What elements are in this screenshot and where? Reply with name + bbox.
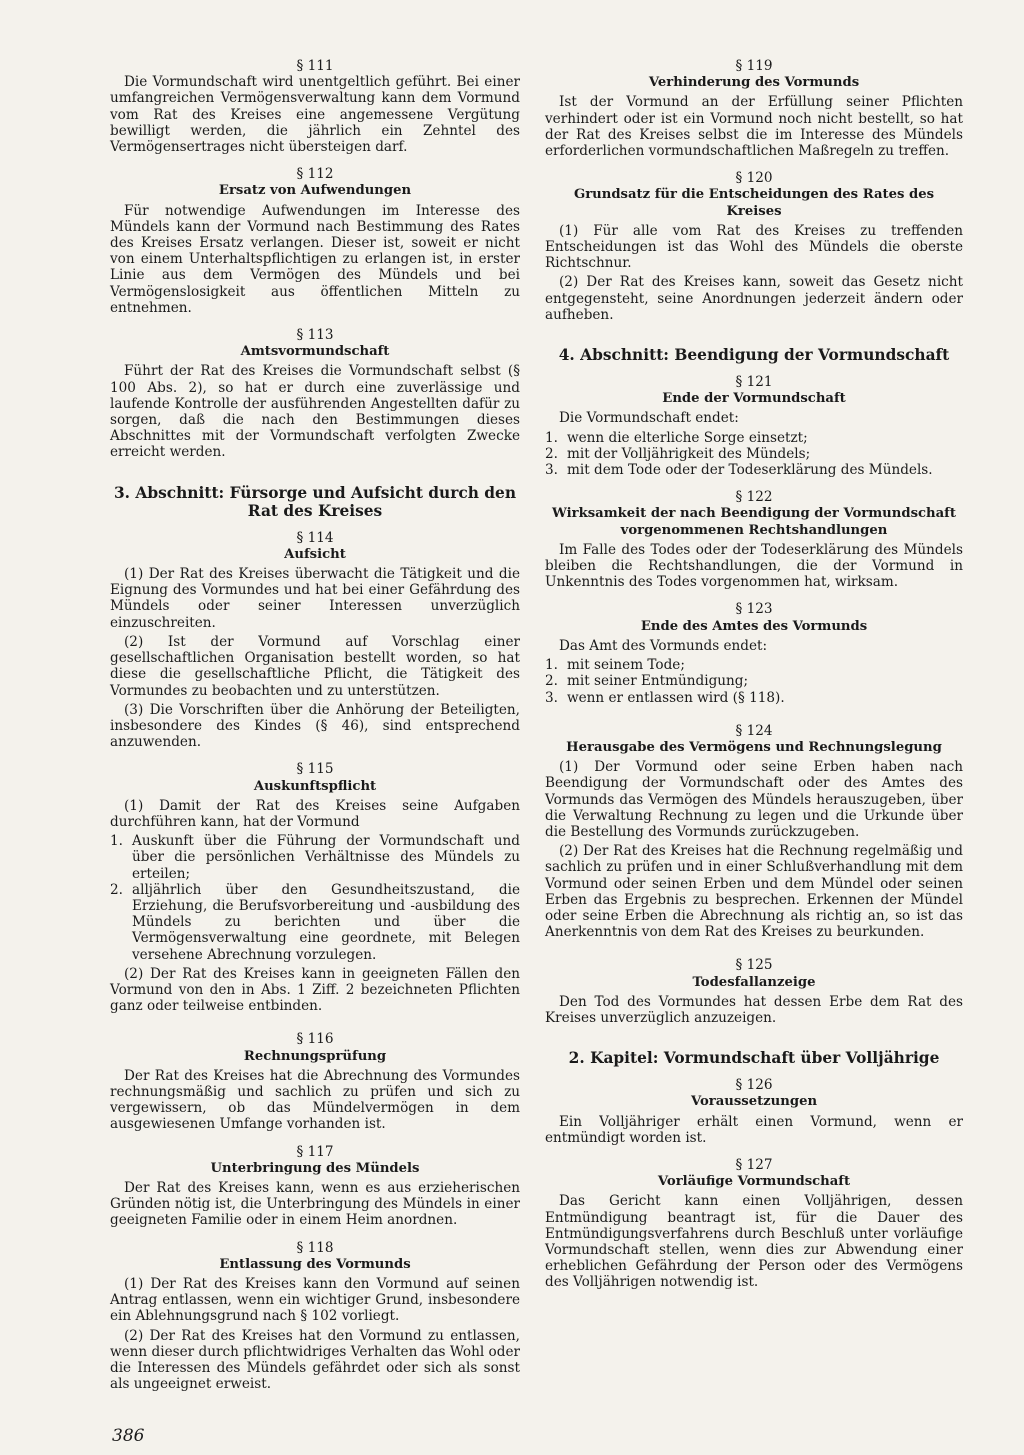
paragraph: Das Gericht kann einen Volljährigen, dessen Entmündigung beantragt ist, für die Dauer des Entmündigungsverfahrens durch Beschluß unter vorläufige Vormundschaft stellen, wenn dies zur Abwendung einer erheblichen Gefährdung der Person oder des Vermögens des Volljährigen notwendig ist.: [545, 1193, 963, 1291]
section-title: Herausgabe des Vermögens und Rechnungslegung: [566, 739, 942, 755]
list-item-number: 1.: [545, 657, 558, 674]
paragraph: (1) Der Rat des Kreises überwacht die Tätigkeit und die Eignung des Vormundes und hat bei einer Gefährdung des Mündels oder seiner Interessen unverzüglich einzuschreiten.: [110, 566, 520, 631]
paragraph: Den Tod des Vormundes hat dessen Erbe dem Rat des Kreises unverzüglich anzuzeigen.: [545, 993, 963, 1026]
paragraph: (1) Der Vormund oder seine Erben haben nach Beendigung der Vormundschaft oder des Amtes des Vormunds das Vermögen des Mündels herauszugeben, über die Verwaltung Rechnung zu legen und die Urkunde über die Bestellung des Vormunds zurückzugeben.: [545, 759, 963, 840]
list-item: [545, 657, 963, 673]
section-title: Unterbringung des Mündels: [210, 1160, 420, 1176]
section-title: Aufsicht: [284, 546, 346, 562]
list-item: [545, 690, 963, 706]
list-item-text: alljährlich über den Gesundheitszustand, die Erziehung, die Berufsvorbereitung und -ausbildung des Mündels zu berichten und über die Vermögensverwaltung eine geordnete, mit Belegen versehene Abrechnung vorzulegen.: [132, 881, 520, 963]
section-number: § 118: [296, 1239, 334, 1256]
section-number: § 111: [296, 58, 334, 74]
list-item-text: wenn die elterliche Sorge einsetzt;: [567, 429, 808, 446]
list-item: [110, 882, 520, 963]
section-title: Ende des Amtes des Vormunds: [640, 618, 868, 634]
list-item-number: 1.: [545, 429, 558, 446]
section-title: Entlassung des Vormunds: [219, 1256, 411, 1272]
section-number: § 122: [735, 489, 773, 506]
section-title: Wirksamkeit der nach Beendigung der Vormundschaft vorgenommenen Rechtshandlungen: [552, 506, 956, 538]
paragraph: Führt der Rat des Kreises die Vormundschaft selbst (§ 100 Abs. 2), so hat er durch eine zuverlässige und laufende Kontrolle der ausführenden Angestellten dafür zu sorgen, daß die nach den Bestimmungen dieses Abschnittes mit der Vormundschaft verfolgten Zwecke erreicht werden.: [110, 363, 520, 461]
section-number: § 119: [735, 58, 773, 74]
section-number: § 113: [296, 327, 334, 344]
paragraph: (1) Damit der Rat des Kreises seine Aufgaben durchführen kann, hat der Vormund: [110, 797, 520, 830]
paragraph: Für notwendige Aufwendungen im Interesse des Mündels kann der Vormund nach Bestimmung des Rates des Kreises Ersatz verlangen. Dieser ist, soweit er nicht von einem Unterhaltspflichtigen zu erlangen ist, in erster Linie aus dem Vermögen des Mündels und bei Vermögenslosigkeit aus öffentlichen Mitteln zu entnehmen.: [110, 202, 520, 316]
left-column: [110, 58, 520, 1395]
list-item-number: 1.: [110, 833, 123, 850]
section-number: § 123: [735, 601, 773, 618]
section-number: § 125: [735, 957, 773, 974]
list-item: [545, 446, 963, 462]
list-item-number: 2.: [545, 673, 558, 690]
list-item: [110, 833, 520, 882]
section-title: Auskunftspflicht: [253, 778, 377, 794]
section-number: § 124: [735, 722, 773, 739]
section-number: § 121: [735, 374, 773, 391]
list-item-number: 2.: [110, 881, 123, 898]
section-title: Voraussetzungen: [690, 1094, 818, 1110]
section-number: § 116: [296, 1031, 334, 1048]
section-title: Ende der Vormundschaft: [662, 391, 846, 407]
list-item-text: mit dem Tode oder der Todeserklärung des Mündels.: [567, 462, 933, 479]
section-number: § 114: [296, 529, 334, 546]
section-number: § 127: [735, 1156, 773, 1173]
section-title: Todesfallanzeige: [692, 974, 816, 990]
paragraph: Der Rat des Kreises hat die Abrechnung des Vormundes rechnungsmäßig und sachlich zu prüfen und sich zu vergewissern, ob das Mündelvermögen in dem ausgewiesenen Umfange vorhanden ist.: [110, 1067, 520, 1133]
list-item-number: 3.: [545, 689, 558, 706]
section-title: Verhinderung des Vormunds: [648, 75, 860, 91]
paragraph: (1) Für alle vom Rat des Kreises zu treffenden Entscheidungen ist das Wohl des Mündels die oberste Richtschnur.: [545, 222, 963, 272]
section-title: Ersatz von Aufwendungen: [218, 183, 412, 199]
list-item-text: mit der Volljährigkeit des Mündels;: [567, 445, 811, 462]
paragraph: (2) Der Rat des Kreises hat den Vormund zu entlassen, wenn dieser durch pflichtwidriges Verhalten das Wohl oder die Interessen des Mündels gefährdet oder sich als sonst als ungeeignet erweist.: [110, 1327, 520, 1393]
paragraph: Ein Volljähriger erhält einen Vormund, wenn er entmündigt worden ist.: [545, 1113, 963, 1146]
list-item: [545, 462, 963, 478]
list-item-number: 2.: [545, 445, 558, 462]
section-title: Rechnungsprüfung: [243, 1048, 387, 1064]
paragraph: Ist der Vormund an der Erfüllung seiner Pflichten verhindert oder ist ein Vormund noch nicht bestellt, so hat der Rat des Kreises selbst die im Interesse des Mündels erforderlichen vormundschaftlichen Maßregeln zu treffen.: [545, 94, 963, 160]
paragraph: (2) Ist der Vormund auf Vorschlag einer gesellschaftlichen Organisation bestellt worden, so hat diese die gesellschaftliche Pflicht, die Tätigkeit des Vormundes zu beobachten und zu unterstützen.: [110, 633, 520, 699]
paragraph: (2) Der Rat des Kreises kann, soweit das Gesetz nicht entgegensteht, seine Anordnungen jederzeit ändern oder aufheben.: [545, 274, 963, 323]
section-title: Vorläufige Vormundschaft: [657, 1174, 851, 1190]
list-item-text: mit seinem Tode;: [567, 657, 685, 674]
paragraph: Der Rat des Kreises kann, wenn es aus erzieherischen Gründen nötig ist, die Unterbringung des Mündels in einer geeigneten Familie oder in einem Heim anordnen.: [110, 1179, 520, 1229]
list-item-text: Auskunft über die Führung der Vormundschaft und über die persönlichen Verhältnisse des Mündels zu erteilen;: [132, 833, 520, 882]
section-number: § 126: [735, 1077, 773, 1094]
page-number: 386: [112, 1426, 145, 1446]
section-number: § 120: [735, 170, 773, 187]
numbered-list: [545, 430, 963, 479]
paragraph: Die Vormundschaft endet:: [559, 410, 739, 427]
numbered-list: [110, 833, 520, 963]
paragraph: Im Falle des Todes oder der Todeserklärung des Mündels bleiben die Rechtshandlungen, die der Vormund in Unkenntnis des Todes vorgenommen hat, wirksam.: [545, 541, 963, 591]
section-number: § 117: [296, 1143, 334, 1160]
section-number: § 115: [296, 761, 334, 778]
list-item: [545, 430, 963, 446]
section-number: § 112: [296, 166, 334, 183]
numbered-list: [545, 657, 963, 706]
paragraph: (2) Der Rat des Kreises kann in geeigneten Fällen den Vormund von den in Abs. 1 Ziff. 2 bezeichneten Pflichten ganz oder teilweise entbinden.: [110, 965, 520, 1015]
chapter-heading: 3. Abschnitt: Fürsorge und Aufsicht durch den Rat des Kreises: [113, 483, 517, 520]
paragraph: (1) Der Rat des Kreises kann den Vormund auf seinen Antrag entlassen, wenn ein wichtiger Grund, insbesondere ein Ablehnungsgrund nach § 102 vorliegt.: [110, 1276, 520, 1325]
list-item-text: wenn er entlassen wird (§ 118).: [567, 689, 785, 706]
section-title: Amtsvormundschaft: [240, 344, 390, 360]
right-column: [545, 58, 963, 1294]
list-item-number: 3.: [545, 462, 558, 479]
section-title: Grundsatz für die Entscheidungen des Rates des Kreises: [573, 187, 935, 219]
paragraph: (3) Die Vorschriften über die Anhörung der Beteiligten, insbesondere des Kindes (§ 46), sind entsprechend anzuwenden.: [110, 701, 520, 751]
paragraph: Das Amt des Vormunds endet:: [559, 637, 768, 654]
chapter-heading: 4. Abschnitt: Beendigung der Vormundschaft: [558, 346, 950, 365]
list-item-text: mit seiner Entmündigung;: [567, 673, 749, 690]
paragraph: Die Vormundschaft wird unentgeltlich geführt. Bei einer umfangreichen Vermögensverwaltung kann dem Vormund vom Rat des Kreises eine angemessene Vergütung bewilligt werden, die jährlich ein Zehntel des Vermögensertrages nicht übersteigen darf.: [110, 74, 520, 156]
chapter-heading: 2. Kapitel: Vormundschaft über Volljährige: [568, 1049, 940, 1068]
list-item: [545, 673, 963, 689]
paragraph: (2) Der Rat des Kreises hat die Rechnung regelmäßig und sachlich zu prüfen und in einer Schlußverhandlung mit dem Vormund oder seinen Erben und dem Mündel oder seinen Erben das Ergebnis zu besprechen. Erkennen der Mündel oder seine Erben die Abrechnung als richtig an, so ist das Anerkenntnis von dem Rat des Kreises zu beurkunden.: [545, 843, 963, 941]
